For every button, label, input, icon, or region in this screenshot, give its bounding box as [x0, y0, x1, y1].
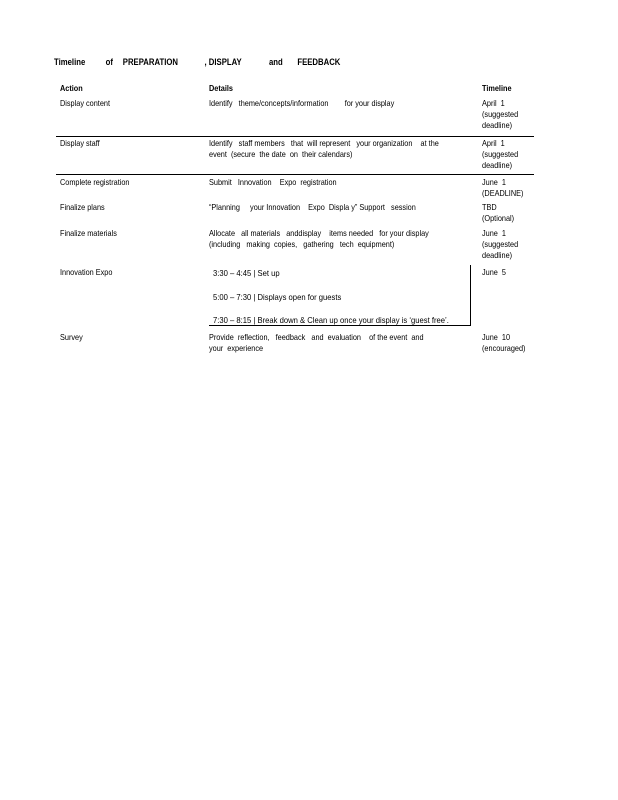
- column-header-timeline: Timeline: [482, 83, 512, 93]
- column-header-action: Action: [60, 83, 83, 93]
- row-details: “Planning your Innovation Expo Displa y” Support session: [209, 202, 416, 212]
- row-action: Display staff: [60, 138, 100, 148]
- column-header-details: Details: [209, 83, 233, 93]
- title-word: of: [105, 57, 113, 67]
- title-word: and: [269, 57, 283, 67]
- row-timeline: TBD (Optional): [482, 202, 515, 223]
- title-word: PREPARATION: [122, 57, 178, 67]
- row-action: Display content: [60, 98, 110, 108]
- row-details: Identify staff members that will represent your organization at the event (secure the date on their calendars): [209, 138, 439, 159]
- row-action: Finalize plans: [60, 202, 105, 212]
- schedule-item: 3:30 – 4:45 | Set up: [213, 268, 280, 278]
- row-timeline: June 5: [482, 267, 506, 277]
- row-divider: [56, 174, 534, 175]
- row-action: Innovation Expo: [60, 267, 113, 277]
- title-word: Timeline: [54, 57, 86, 67]
- row-action: Survey: [60, 332, 83, 342]
- row-timeline: June 1 (suggested deadline): [482, 228, 519, 260]
- schedule-item: 5:00 – 7:30 | Displays open for guests: [213, 292, 342, 302]
- row-action: Finalize materials: [60, 228, 117, 238]
- schedule-item: 7:30 – 8:15 | Break down & Clean up once your display is ‘guest free’.: [213, 315, 449, 325]
- row-timeline: June 1 (DEADLINE): [482, 177, 524, 198]
- row-action: Complete registration: [60, 177, 130, 187]
- page-title: [54, 57, 341, 71]
- row-details: Provide reflection, feedback and evaluation of the event and your experience: [209, 332, 424, 353]
- row-details: Identify theme/concepts/information for your display: [209, 98, 395, 108]
- row-details: Submit Innovation Expo registration: [209, 177, 337, 187]
- row-divider: [56, 136, 534, 137]
- title-word: FEEDBACK: [297, 57, 341, 67]
- row-timeline: April 1 (suggested deadline): [482, 98, 519, 130]
- row-timeline: June 10 (encouraged): [482, 332, 526, 353]
- row-timeline: April 1 (suggested deadline): [482, 138, 519, 170]
- title-word: , DISPLAY: [204, 57, 242, 67]
- row-details: Allocate all materials anddisplay items needed for your display (including making copies, gathering tech equipment): [209, 228, 429, 249]
